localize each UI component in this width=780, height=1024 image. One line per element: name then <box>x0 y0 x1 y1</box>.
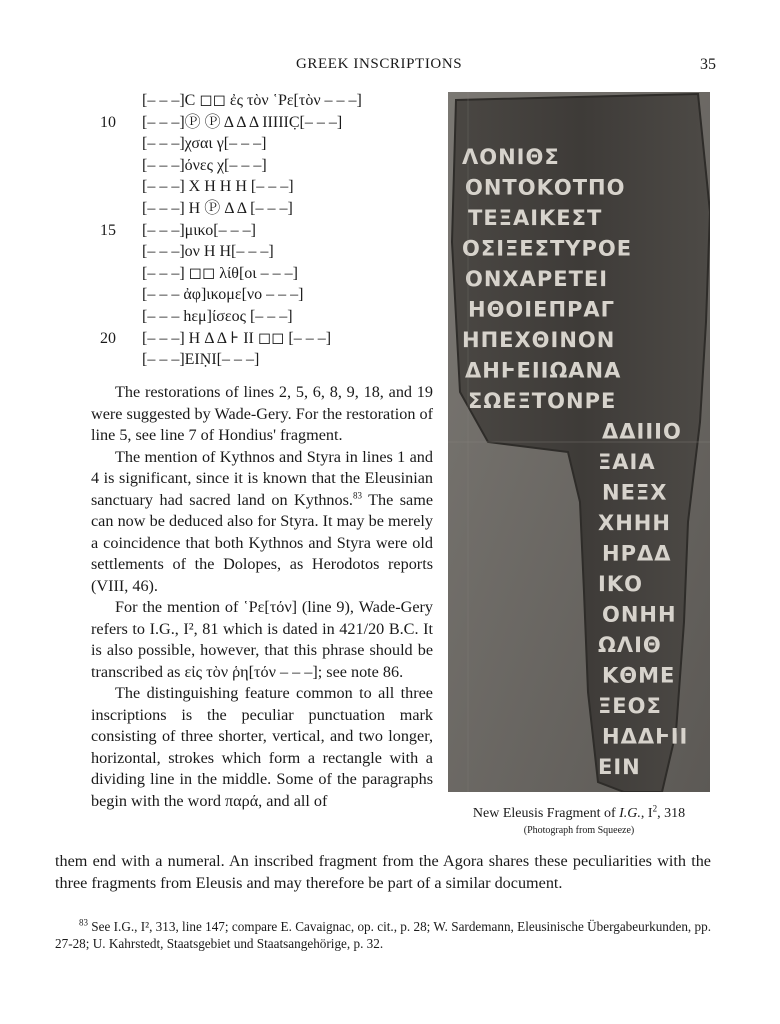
footnote-83 <box>55 918 711 952</box>
line-number: 20 <box>100 329 116 347</box>
paragraph-punctuation: The distinguishing feature common to all three inscriptions is the peculiar punctuation mark consisting of three shorter, vertical, and two longer, horizontal, strokes which form a rectangle with a dividing line in the middle. Some of the paragraphs begin with the word παρά, and all of <box>91 684 433 810</box>
caption-subtitle: (Photograph from Squeeze) <box>523 825 635 836</box>
inscription-photograph <box>448 92 710 792</box>
paragraph-kythnos <box>91 447 433 598</box>
full-width-text <box>55 851 711 894</box>
stone-letter-row: ΟΝΧΑΡΕΤΕΙ <box>465 267 609 291</box>
line-number: 10 <box>100 113 116 131</box>
inscription-line <box>100 155 440 177</box>
stone-letter-row: ΟΣΙΞΕΣΤΥΡΟΕ <box>462 236 633 261</box>
running-title: GREEK INSCRIPTIONS <box>296 56 463 72</box>
paragraph-kythnos-a: The mention of Kythnos and Styra in lines 1 and 4 is significant, since it is known that the Eleusinian sanctuary had sacred land on Kythnos. <box>91 447 433 509</box>
footnote-ref-83[interactable]: 83 <box>352 490 362 501</box>
main-text-column <box>91 382 433 812</box>
page-number: 35 <box>700 56 716 73</box>
stone-fragment-image <box>448 92 710 792</box>
stone-letter-row: ΞΑΙΑ <box>598 450 656 474</box>
stone-letter-row: ΗΠΕΧΘΙΝΟΝ <box>462 328 616 352</box>
line-text: [– – – ἀφ]ικομε[νο – – –] <box>142 286 304 304</box>
figure-caption <box>448 805 710 838</box>
line-text: [– – –]C ◻◻ ἐς τὸν ῾Ρε[τὸν – – –] <box>142 92 362 109</box>
inscription-line <box>100 241 440 263</box>
line-text: [– – –]χσαι γ[– – –] <box>142 135 267 153</box>
running-head <box>0 56 780 78</box>
line-text: [– – –]ον H H[– – –] <box>142 243 274 261</box>
stone-letter-row: ΗΔΔⱵΙΙ <box>602 724 689 749</box>
inscription-line <box>100 284 440 306</box>
inscription-line <box>100 133 440 155</box>
paragraph-punctuation-cont: them end with a numeral. An inscribed fragment from the Agora shares these peculiarities with the three fragments from Eleusis and may therefore be part of a similar document. <box>55 852 711 892</box>
stone-letter-row: ΔΔΙΙΙΟ <box>602 419 682 444</box>
inscription-line <box>100 198 440 220</box>
stone-letter-row: ΣΩΕΞΤΟΝΡΕ <box>468 389 617 413</box>
line-number: 15 <box>100 221 116 239</box>
inscription-line <box>100 263 440 285</box>
line-text: [– – – hεμ]ίσεος [– – –] <box>142 307 293 325</box>
inscription-line <box>100 112 440 134</box>
stone-letter-row: ΛΟΝΙΘΣ <box>462 145 560 169</box>
inscription-line <box>100 349 440 371</box>
inscription-line <box>100 328 440 350</box>
paragraph-kythnos-b: The same can now be deduced also for Styra. It may be merely a coincidence that both Kythnos and Styra were old settlements of the Dolopes, as Herodotos reports (VIII, 46). <box>91 490 434 595</box>
line-text: [– – –] H Δ Δ ⊦ II ◻◻ [– – –] <box>142 329 332 347</box>
line-text: [– – –] H Ⓟ Δ Δ [– – –] <box>142 199 293 217</box>
stone-letter-row: ΟΝΗΗ <box>602 602 677 627</box>
inscription-line <box>100 176 440 198</box>
paragraph-restorations: The restorations of lines 2, 5, 6, 8, 9, 18, and 19 were suggested by Wade-Gery. For the restoration of line 5, see line 7 of Hondius' fragment. <box>91 383 433 444</box>
stone-letter-row: ΗΡΔΔ <box>602 541 672 566</box>
stone-letter-row: ΩΛΙΘ <box>598 633 662 657</box>
stone-letter-row: ΚΘΜΕ <box>602 663 676 688</box>
inscription-line <box>100 90 440 112</box>
stone-letter-row: ΝΕΞΧ <box>602 480 668 505</box>
caption-title: New Eleusis Fragment of I.G., $I^2$, 318 <box>472 803 686 821</box>
stone-letter-row: ΧΗΗΗ <box>598 511 671 535</box>
line-text: [– – –]μικο[– – –] <box>142 221 256 239</box>
line-text: [– – –]Ⓟ Ⓟ Δ Δ Δ IIIIIC̣[– – –] <box>142 113 343 131</box>
footnote <box>55 918 711 952</box>
paragraph-reton: For the mention of ῾Ρε[τόν] (line 9), Wade-Gery refers to I.G., I², 81 which is dated in 421/20 B.C. It is also possible, however, that this phrase should be transcribed as εἰς τὸν ῥη[τόν – – –]; see note 86. <box>91 598 433 681</box>
line-text: [– – –] ◻◻ λίθ[οι – – –] <box>142 264 298 282</box>
stone-letter-row: ΔΗⱵΕΙΙΩΑΝΑ <box>465 358 622 383</box>
stone-letter-row: ΙΚΟ <box>598 572 643 596</box>
stone-letter-row: ΕΙΝ <box>598 755 641 779</box>
inscription-line <box>100 220 440 242</box>
line-text: [– – –]όνες χ[– – –] <box>142 156 267 174</box>
inscription-line <box>100 306 440 328</box>
stone-letter-row: ΗΘΟΙΕΠΡΑΓ <box>468 297 616 322</box>
stone-letter-row: ΤΕΞΑΙΚΕΣΤ <box>468 206 603 230</box>
inscription-transcription <box>100 90 440 371</box>
line-text: [– – –]EIṆI[– – –] <box>142 351 260 369</box>
footnote-marker: 83 <box>79 917 88 928</box>
footnote-text: See I.G., I², 313, line 147; compare E. Cavaignac, op. cit., p. 28; W. Sardemann, Eleusinische Übergabeurkunden, pp. 27-28; U. Kahrstedt, Staatsgebiet und Staatsangehörige, p. 32. <box>55 919 712 951</box>
stone-letter-row: ΞΕΟΣ <box>598 694 662 718</box>
stone-letter-row: ΟΝΤΟΚΟΤΠΟ <box>465 175 626 200</box>
line-text: [– – –] X H H H [– – –] <box>142 178 294 196</box>
